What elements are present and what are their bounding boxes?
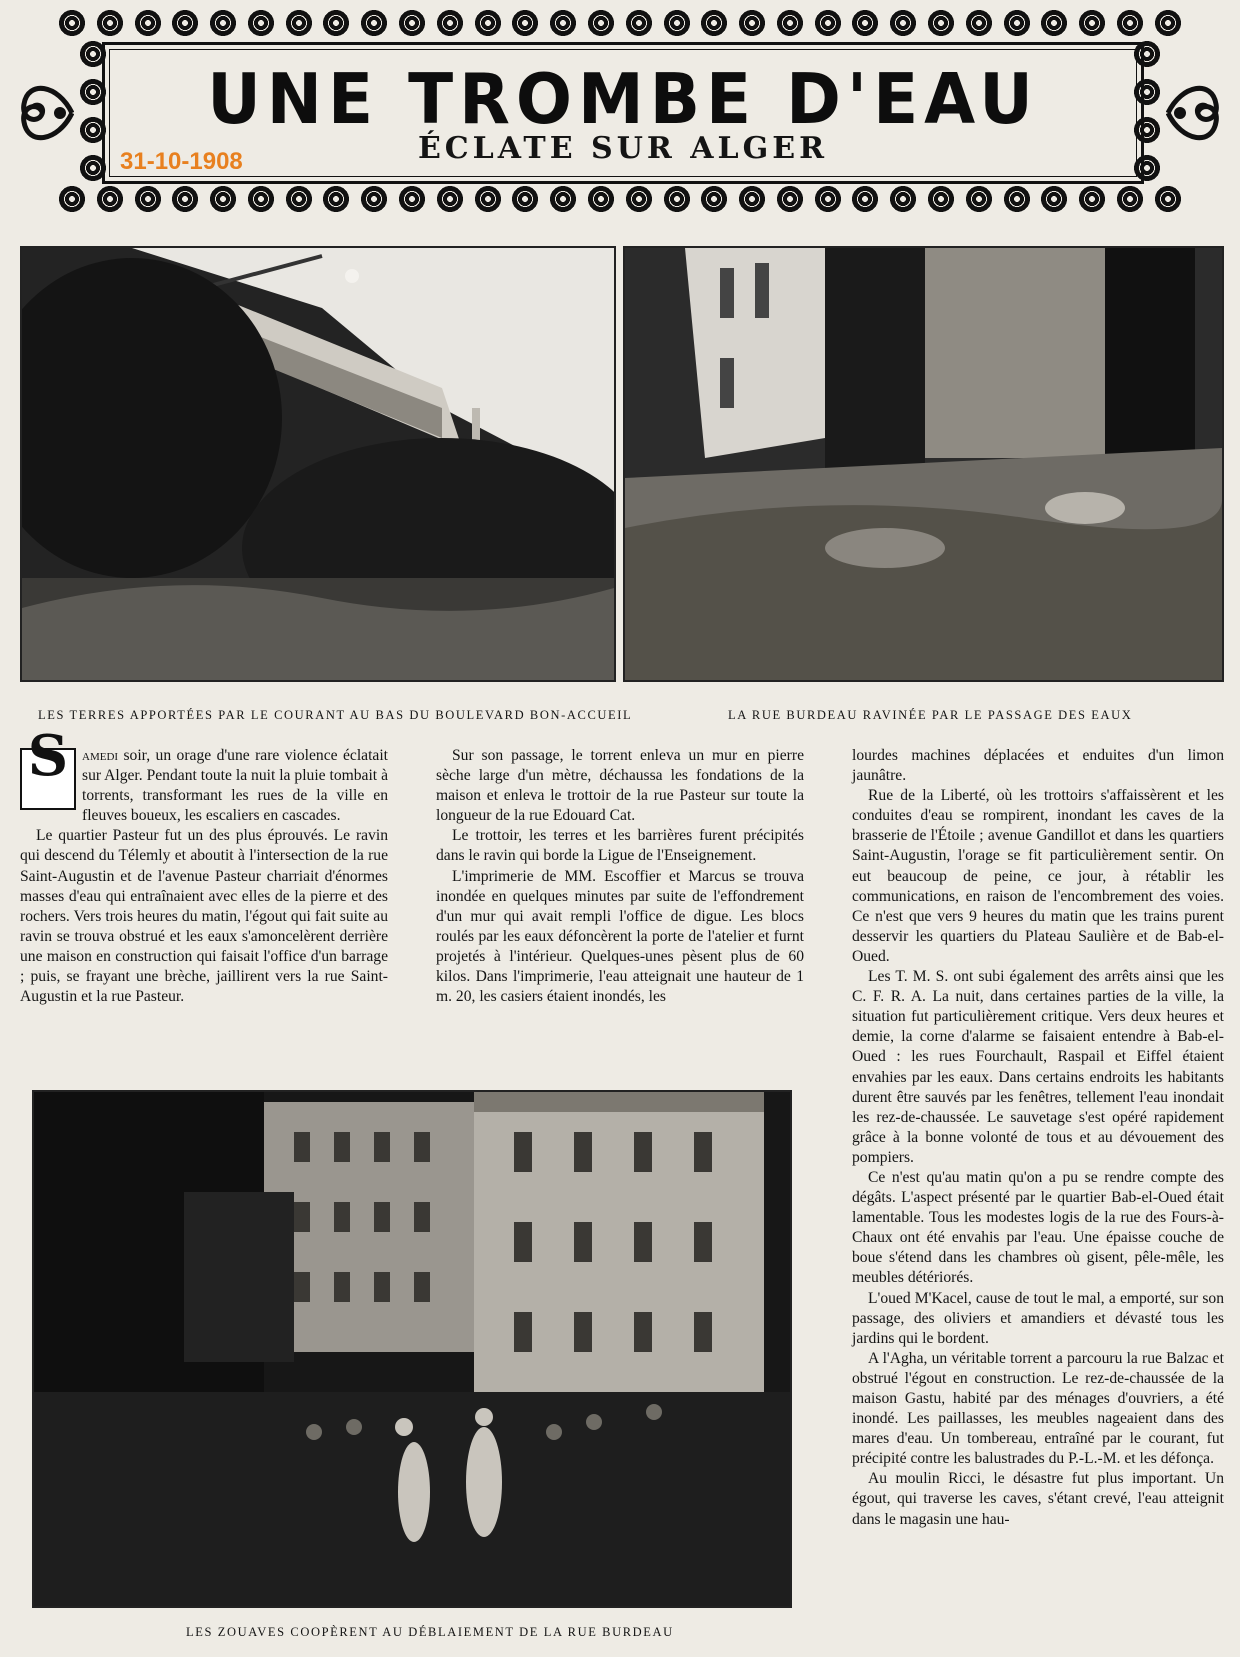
scroll-ornament-right-icon xyxy=(1166,74,1222,152)
caption-top-left: LES TERRES APPORTÉES PAR LE COURANT AU BAS DU BOULEVARD BON-ACCUEIL xyxy=(38,708,633,722)
caption-top-right: LA RUE BURDEAU RAVINÉE PAR LE PASSAGE DES EAUX xyxy=(728,708,1133,722)
paragraph: Rue de la Liberté, où les trottoirs s'affaissèrent et les conduites d'eau se rompirent, inondant les caves de la brasserie de l'Étoile ; avenue Gandillot et dans les quartiers Saint-Augustin, l'orage se fit particulièrement sentir. On eut beaucoup de peine, ce jour, à rétablir les communications, en raison de l'encombrement des voies. Ce n'est que vers 9 heures du matin que les trains purent desservir les quartiers du Plateau Saulière et de Bab-el-Oued. xyxy=(852,787,1224,965)
paragraph: soir, un orage d'une rare violence éclatait sur Alger. Pendant toute la nuit la pluie tombait à torrents, transformant les rues de la ville en fleuves boueux, les escaliers en cascades. xyxy=(82,747,388,825)
title-frame xyxy=(102,42,1144,184)
paragraph: Les T. M. S. ont subi également des arrêts ainsi que les C. F. R. A. La nuit, dans certaines parties de la ville, la situation fut particulièrement critique. Vers deux heures et demie, la corne d'alarme se faisaient entendre à Bab-el-Oued : les rues Fourchault, Raspail et Eiffel étaient envahies par les eaux. Dans certains endroits les habitants durent être sauvés par les fenêtres, tellement l'eau inondait les rez-de-chaussée. Le sauvetage s'est opéré rapidement grâce à la bonne volonté de tous et au dévouement des pompiers. xyxy=(852,968,1224,1166)
article-subtitle: ÉCLATE SUR ALGER xyxy=(417,131,829,166)
paragraph: Le quartier Pasteur fut un des plus éprouvés. Le ravin qui descend du Télemly et aboutit à l'intersection de la rue Saint-Augustin et de l'avenue Pasteur charriait d'énormes masses d'eau qui entraînaient avec elles de la pierre et des rochers. Vers trois heures du matin, l'égout qui fait suite au ravin se trouva obstrué et les eaux s'amoncelèrent derrière une maison en construction qui faisait l'office d'un barrage ; puis, se frayant une brèche, jaillirent vers la rue Saint-Augustin et la rue Pasteur. xyxy=(20,827,388,1006)
paragraph: Le trottoir, les terres et les barrières furent précipités dans le ravin qui borde la Ligue de l'Enseignement. xyxy=(436,827,804,865)
scroll-ornament-left-icon xyxy=(18,74,74,152)
photo-zouaves-rue-burdeau xyxy=(32,1090,792,1608)
caption-bottom: LES ZOUAVES COOPÈRENT AU DÉBLAIEMENT DE LA RUE BURDEAU xyxy=(186,1625,674,1639)
paragraph: Au moulin Ricci, le désastre fut plus important. Un égout, qui traverse les caves, s'étant crevé, l'eau atteignit dans le magasin une hau- xyxy=(852,1470,1224,1528)
paragraph: lourdes machines déplacées et enduites d'un limon jaunâtre. xyxy=(852,747,1224,785)
lead-word: amedi xyxy=(82,747,119,764)
ornamental-header xyxy=(18,4,1222,216)
ornament-border-top xyxy=(58,6,1182,40)
article-column-2 xyxy=(436,746,804,1007)
paragraph: L'oued M'Kacel, cause de tout le mal, a emporté, sur son passage, des oliviers et amandiers et dévasté tous les jardins qui le bordent. xyxy=(852,1289,1224,1347)
ornament-border-bottom xyxy=(58,182,1182,216)
paragraph: L'imprimerie de MM. Escoffier et Marcus se trouva inondée en quelques minutes par suite de l'effondrement d'un mur qui avait rempli l'office de digue. Les blocs roulés par les eaux défoncèrent la porte de l'atelier et furnt projetés à l'intérieur. Quelques-unes pèsent plus de 60 kilos. Dans l'imprimerie, l'eau atteignait une hauteur de 1 m. 20, les casiers étaient inondés, les xyxy=(436,867,804,1006)
date-stamp: 31-10-1908 xyxy=(120,148,243,175)
drop-cap: S xyxy=(20,748,76,810)
paragraph: Sur son passage, le torrent enleva un mur en pierre sèche large d'un mètre, déchaussa les fondations de la maison et enleva le trottoir de la rue Pasteur sur toute la longueur de la rue Edouard Cat. xyxy=(436,747,804,825)
article-title: UNE TROMBE D'EAU xyxy=(207,59,1039,140)
article-column-3 xyxy=(852,746,1224,1530)
paragraph: Ce n'est qu'au matin qu'on a pu se rendre compte des dégâts. L'aspect présenté par le quartier Bab-el-Oued était lamentable. Tous les modestes logis de la rue des Fours-à-Chaux ont été envahis par l'eau. Une épaisse couche de boue s'étend dans les chambres où gisent, pêle-mêle, les meubles détériorés. xyxy=(852,1168,1224,1287)
article-column-1 xyxy=(20,723,388,1007)
paragraph: A l'Agha, un véritable torrent a parcouru la rue Balzac et obstrué l'égout en construction. Le rez-de-chaussée de la maison Gastu, habité par des ménages d'ouvriers, a été inondé. Les paillasses, les meubles nageaient dans des mares d'eau. Un tombereau, entraîné par le courant, fut précipité contre les balustrades du P.-L.-M. et les défonça. xyxy=(852,1349,1224,1468)
photo-rue-burdeau-ravinee xyxy=(623,246,1224,682)
photo-boulevard-bon-accueil xyxy=(20,246,616,682)
